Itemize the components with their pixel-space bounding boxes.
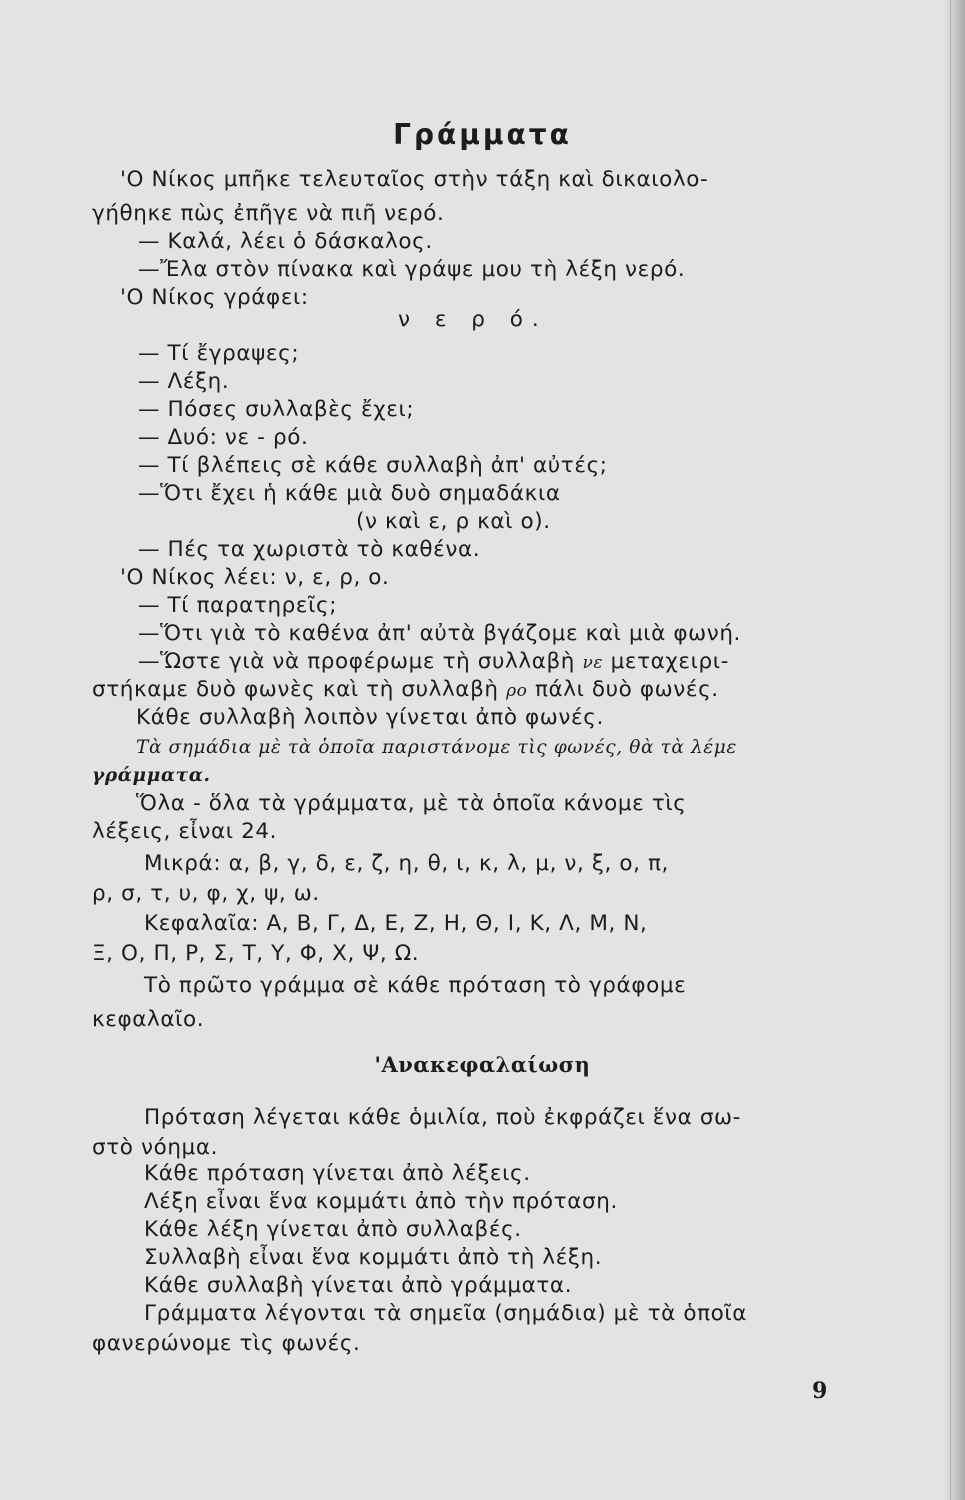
summary-line: φανερώνομε τὶς φωνές. <box>92 1331 361 1356</box>
summary-line: Λέξη εἶναι ἕνα κομμάτι ἀπὸ τὴν πρόταση. <box>144 1189 618 1214</box>
text-line: γήθηκε πὼς ἐπῆγε νὰ πιῆ νερό. <box>92 201 445 226</box>
page-edge-line <box>950 0 951 1500</box>
text-line <box>92 676 719 705</box>
text-segment: στήκαμε δυὸ φωνὲς καὶ τὴ συλλαβὴ <box>92 677 499 702</box>
page-title: Γράμματα <box>393 118 572 151</box>
summary-line: Πρόταση λέγεται κάθε ὁμιλία, ποὺ ἐκφράζει ἕνα σω- <box>144 1105 742 1130</box>
text-line: — Δυό: νε - ρό. <box>138 425 309 450</box>
text-line: — Τί παρατηρεῖς; <box>138 593 338 618</box>
text-line <box>138 648 729 677</box>
page-edge-shadow <box>943 0 965 1500</box>
text-line: Ξ, Ο, Π, Ρ, Σ, Τ, Υ, Φ, Χ, Ψ, Ω. <box>92 941 420 966</box>
text-line: — Τί ἔγραψες; <box>138 341 300 366</box>
text-line: (ν καὶ ε, ρ καὶ ο). <box>356 509 551 534</box>
text-segment: —Ὥστε γιὰ νὰ προφέρωμε τὴ συλλαβὴ <box>138 649 576 674</box>
text-line: 'Ο Νίκος μπῆκε τελευταῖος στὴν τάξη καὶ δικαιολο- <box>120 167 709 192</box>
summary-line: στὸ νόημα. <box>92 1135 219 1160</box>
text-line: — Πές τα χωριστὰ τὸ καθένα. <box>138 537 481 562</box>
page-number: 9 <box>812 1378 828 1404</box>
summary-line: Γράμματα λέγονται τὰ σημεῖα (σημάδια) μὲ τὰ ὁποῖα <box>144 1301 748 1326</box>
text-segment: μεταχειρι- <box>610 649 729 674</box>
summary-line: Κάθε λέξη γίνεται ἀπὸ συλλαβές. <box>144 1217 522 1242</box>
summary-heading: 'Ανακεφαλαίωση <box>374 1052 591 1077</box>
text-line: —Ἔλα στὸν πίνακα καὶ γράψε μου τὴ λέξη νερό. <box>138 257 686 282</box>
text-line: Ὅλα - ὅλα τὰ γράμματα, μὲ τὰ ὁποῖα κάνομε τὶς <box>136 791 687 816</box>
text-line: ρ, σ, τ, υ, φ, χ, ψ, ω. <box>92 881 320 906</box>
text-line: — Τί βλέπεις σὲ κάθε συλλαβὴ ἀπ' αὐτές; <box>138 453 608 478</box>
italic-line: Τὰ σημάδια μὲ τὰ ὁποῖα παριστάνομε τὶς φωνές, θὰ τὰ λέμε <box>136 737 737 758</box>
summary-line: Κάθε συλλαβὴ γίνεται ἀπὸ γράμματα. <box>144 1273 573 1298</box>
text-line: Κεφαλαῖα: Α, Β, Γ, Δ, Ε, Ζ, Η, Θ, Ι, Κ, Λ, Μ, Ν, <box>144 911 648 936</box>
text-line: —Ὅτι γιὰ τὸ καθένα ἀπ' αὐτὰ βγάζομε καὶ μιὰ φωνή. <box>138 621 741 646</box>
text-line: — Πόσες συλλαβὲς ἔχει; <box>138 397 415 422</box>
summary-line: Κάθε πρόταση γίνεται ἀπὸ λέξεις. <box>144 1161 531 1186</box>
text-line: κεφαλαῖο. <box>92 1007 205 1032</box>
text-line: 'Ο Νίκος γράφει: <box>120 285 309 310</box>
text-line: ν ε ρ ό. <box>398 307 548 332</box>
text-segment: πάλι δυὸ φωνές. <box>534 677 719 702</box>
text-line: —Ὅτι ἔχει ἡ κάθε μιὰ δυὸ σημαδάκια <box>138 481 561 506</box>
text-line: — Λέξη. <box>138 369 230 394</box>
bold-italic-line: γράμματα. <box>92 765 211 786</box>
italic-syllable: ρο <box>506 681 528 701</box>
text-line: λέξεις, εἶναι 24. <box>92 819 278 844</box>
text-line: Μικρά: α, β, γ, δ, ε, ζ, η, θ, ι, κ, λ, μ, ν, ξ, ο, π, <box>144 851 669 876</box>
text-line: Τὸ πρῶτο γράμμα σὲ κάθε πρόταση τὸ γράφομε <box>144 973 687 998</box>
italic-syllable: νε <box>582 653 604 673</box>
text-line: Κάθε συλλαβὴ λοιπὸν γίνεται ἀπὸ φωνές. <box>136 705 604 730</box>
summary-line: Συλλαβὴ εἶναι ἕνα κομμάτι ἀπὸ τὴ λέξη. <box>144 1245 603 1270</box>
text-line: — Καλά, λέει ὁ δάσκαλος. <box>138 229 433 254</box>
text-line: 'Ο Νίκος λέει: ν, ε, ρ, ο. <box>120 565 390 590</box>
